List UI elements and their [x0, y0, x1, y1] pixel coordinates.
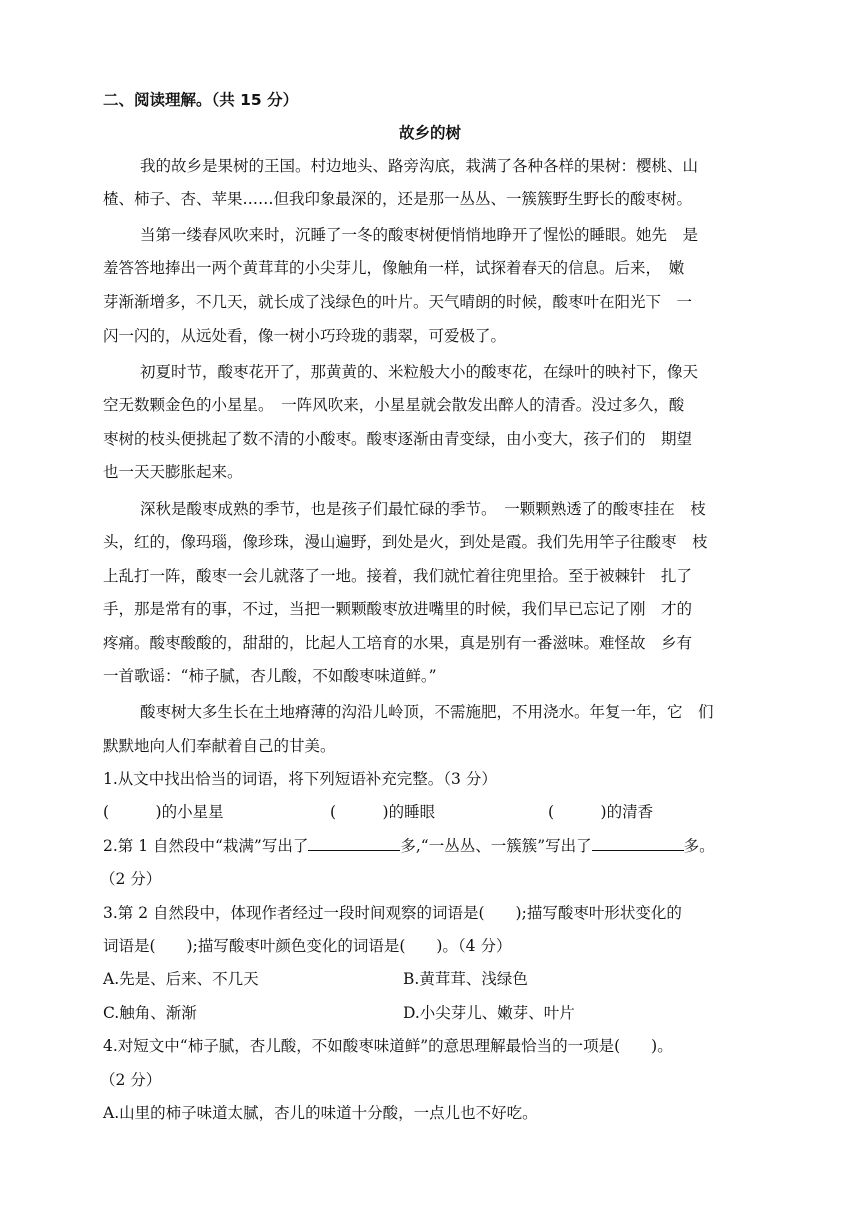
paragraph-line: 手，那是常有的事，不过，当把一颗颗酸枣放进嘴里的时候，我们早已忘记了刚 才的 [103, 600, 693, 618]
q4-score: （2 分） [100, 1071, 162, 1089]
question-3-line-1: 3.第 2 自然段中，体现作者经过一段时间观察的词语是( );描写酸枣叶形状变化的 [103, 904, 682, 922]
q1-blank-1: ( )的小星星 [103, 803, 224, 821]
paragraph-line: 我的故乡是果树的王国。村边地头、路旁沟底，栽满了各种各样的果树：樱桃、山 [140, 157, 699, 175]
paragraph-line: 头，红的，像玛瑙，像珍珠，漫山遍野，到处是火，到处是霞。我们先用竿子往酸枣 枝 [103, 533, 708, 551]
question-2 [103, 836, 715, 856]
paragraph-line: 初夏时节，酸枣花开了，那黄黄的、米粒般大小的酸枣花，在绿叶的映衬下，像天 [140, 363, 699, 381]
q2-answer-blank-1[interactable] [308, 836, 400, 851]
q2-score: （2 分） [100, 870, 162, 888]
section-heading: 二、阅读理解。（共 15 分） [103, 91, 299, 109]
q3-option-c: C.触角、渐渐 [103, 1004, 197, 1022]
paragraph-line: 也一天天膨胀起来。 [103, 463, 243, 481]
paragraph-line: 一首歌谣：“柿子腻，杏儿酸，不如酸枣味道鲜。” [103, 667, 437, 685]
q2-text-b: 多,“一丛丛、一簇簇”写出了 [400, 837, 592, 855]
question-3-line-2: 词语是( );描写酸枣叶颜色变化的词语是( )。（4 分） [103, 937, 512, 955]
paragraph-line: 楂、柿子、杏、苹果……但我印象最深的，还是那一丛丛、一簇簇野生野长的酸枣树。 [103, 190, 693, 208]
paragraph-line: 闪一闪的，从远处看，像一树小巧玲珑的翡翠，可爱极了。 [103, 327, 507, 345]
q3-option-a: A.先是、后来、不几天 [103, 970, 259, 988]
q4-option-a: A.山里的柿子味道太腻，杏儿的味道十分酸，一点儿也不好吃。 [103, 1104, 538, 1122]
paragraph-line: 酸枣树大多生长在土地瘠薄的沟沿儿岭顶，不需施肥，不用浇水。年复一年，它 们 [140, 703, 714, 721]
question-1: 1.从文中找出恰当的词语，将下列短语补充完整。（3 分） [103, 770, 497, 788]
q3-option-b: B.黄茸茸、浅绿色 [403, 970, 528, 988]
paragraph-line: 疼痛。酸枣酸酸的，甜甜的，比起人工培育的水果，真是别有一番滋味。难怪故 乡有 [103, 634, 693, 652]
q2-text-a: 2.第 1 自然段中“栽满”写出了 [103, 837, 309, 855]
paragraph-line: 芽渐渐增多，不几天，就长成了浅绿色的叶片。天气晴朗的时候，酸枣叶在阳光下 一 [103, 293, 693, 311]
paragraph-line: 空无数颗金色的小星星。 一阵风吹来，小星星就会散发出醉人的清香。没过多久，酸 [103, 396, 685, 414]
q2-text-c: 多。 [683, 837, 715, 855]
question-4: 4.对短文中“柿子腻，杏儿酸，不如酸枣味道鲜”的意思理解最恰当的一项是( )。 [103, 1037, 673, 1055]
paragraph-line: 深秋是酸枣成熟的季节，也是孩子们最忙碌的季节。 一颗颗熟透了的酸枣挂在 枝 [140, 500, 706, 518]
paragraph-line: 上乱打一阵，酸枣一会儿就落了一地。接着，我们就忙着往兜里拾。至于被棘针 扎了 [103, 567, 693, 585]
q1-blank-3: ( )的清香 [548, 803, 654, 821]
q1-blank-2: ( )的睡眼 [330, 803, 436, 821]
paragraph-line: 默默地向人们奉献着自己的甘美。 [103, 737, 336, 755]
paragraph-line: 当第一缕春风吹来时，沉睡了一冬的酸枣树便悄悄地睁开了惺忪的睡眼。她先 是 [140, 226, 699, 244]
paragraph-line: 羞答答地捧出一两个黄茸茸的小尖芽儿，像触角一样，试探着春天的信息。后来， 嫩 [103, 259, 685, 277]
passage-title: 故乡的树 [398, 124, 461, 142]
paragraph-line: 枣树的枝头便挑起了数不清的小酸枣。酸枣逐渐由青变绿，由小变大，孩子们的 期望 [103, 430, 693, 448]
q3-option-d: D.小尖芽儿、嫩芽、叶片 [403, 1004, 575, 1022]
q2-answer-blank-2[interactable] [592, 836, 684, 851]
